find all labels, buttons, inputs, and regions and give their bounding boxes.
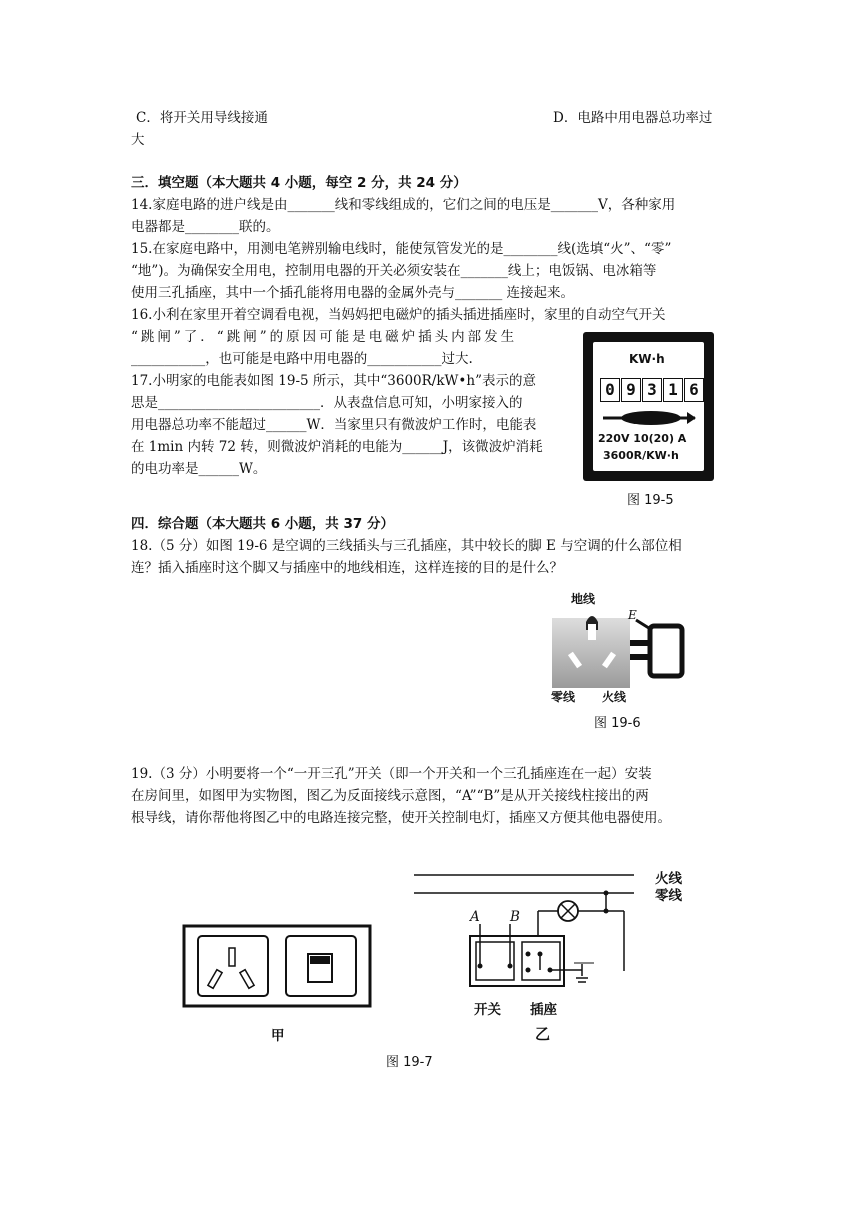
q18-line2: 连？插入插座时这个脚又与插座中的地线相连，这样连接的目的是什么？ — [131, 560, 563, 576]
option-d-continued: 大 — [131, 132, 145, 148]
section3-heading: 三．填空题（本大题共 4 小题，每空 2 分，共 24 分） — [131, 175, 467, 191]
meter-digits — [600, 378, 705, 402]
q17-line4: 在 1min 内转 72 转，则微波炉消耗的电能为______J，该微波炉消耗 — [131, 439, 543, 455]
neutral-line-label: 零线 — [655, 888, 682, 904]
live-wire-label: 火线 — [602, 690, 627, 704]
jia-label: 甲 — [271, 1028, 285, 1044]
meter-digit: 9 — [621, 378, 641, 402]
q16-line1: 16.小利在家里开着空调看电视，当妈妈把电磁炉的插头插进插座时，家里的自动空气开关 — [131, 307, 666, 323]
switch-socket-physical-figure — [182, 924, 372, 1008]
q17-line3: 用电器总功率不能超过______W．当家里只有微波炉工作时，电能表 — [131, 417, 537, 433]
live-line-label: 火线 — [655, 871, 682, 887]
figure-19-6-caption: 图 19-6 — [594, 716, 641, 731]
q14-line2: 电器都是________联的。 — [131, 219, 280, 235]
q16-line3: ___________，也可能是电路中用电器的___________过大. — [131, 351, 473, 367]
q19-line3: 根导线，请你帮他将图乙中的电路连接完整，使开关控制电灯，插座又方便其他电器使用。 — [131, 810, 671, 826]
meter-digit: 1 — [663, 378, 683, 402]
q15-line1: 15.在家庭电路中，用测电笔辨别输电线时，能使氖管发光的是________线(选填“火”、“零” — [131, 241, 672, 257]
wire-a-label: A — [470, 909, 480, 925]
yi-label: 乙 — [535, 1025, 551, 1043]
wire-b-label: B — [510, 909, 520, 925]
meter-unit: KW·h — [629, 352, 665, 366]
option-c: C．将开关用导线接通 — [136, 110, 268, 126]
meter-rating: 220V 10(20) A — [598, 432, 687, 445]
meter-constant: 3600R/KW·h — [603, 449, 679, 462]
q17-line5: 的电功率是______W。 — [131, 461, 267, 477]
q16-line2: “跳闸”了．“跳闸”的原因可能是电磁炉插头内部发生 — [131, 329, 518, 345]
option-d: D．电路中用电器总功率过 — [553, 110, 713, 126]
q18-line1: 18.（5 分）如图 19-6 是空调的三线插头与三孔插座，其中较长的脚 E 与空调的什么部位相 — [131, 538, 682, 554]
q17-line1: 17.小明家的电能表如图 19-5 所示，其中“3600R/kW•h”表示的意 — [131, 373, 536, 389]
meter-digit: 3 — [642, 378, 662, 402]
energy-meter-figure — [583, 332, 714, 481]
wiring-diagram-figure — [414, 858, 634, 1018]
pin-e-label: E — [628, 608, 637, 622]
earth-wire-label: 地线 — [571, 592, 596, 606]
q15-line2: “地”)。为确保安全用电，控制用电器的开关必须安装在_______线上；电饭锅、电冰箱等 — [131, 263, 657, 279]
socket-label: 插座 — [530, 1002, 557, 1018]
figure-19-7-caption: 图 19-7 — [386, 1055, 433, 1070]
meter-disc-icon — [601, 406, 697, 430]
q19-line1: 19.（3 分）小明要将一个“一开三孔”开关（即一个开关和一个三孔插座连在一起）安装 — [131, 766, 652, 782]
q17-line2: 思是________________________．从表盘信息可知，小明家接入的 — [131, 395, 523, 411]
q15-line3: 使用三孔插座，其中一个插孔能将用电器的金属外壳与_______ 连接起来。 — [131, 285, 575, 301]
meter-digit: 6 — [684, 378, 704, 402]
q19-line2: 在房间里，如图甲为实物图，图乙为反面接线示意图，“A”“B”是从开关接线柱接出的两 — [131, 788, 649, 804]
section4-heading: 四．综合题（本大题共 6 小题，共 37 分） — [131, 516, 394, 532]
switch-label: 开关 — [474, 1002, 501, 1018]
figure-19-5-caption: 图 19-5 — [627, 493, 674, 508]
neutral-wire-label: 零线 — [551, 690, 576, 704]
q14-line1: 14.家庭电路的进户线是由_______线和零线组成的，它们之间的电压是_______V，各种家用 — [131, 197, 676, 213]
meter-digit: 0 — [600, 378, 620, 402]
